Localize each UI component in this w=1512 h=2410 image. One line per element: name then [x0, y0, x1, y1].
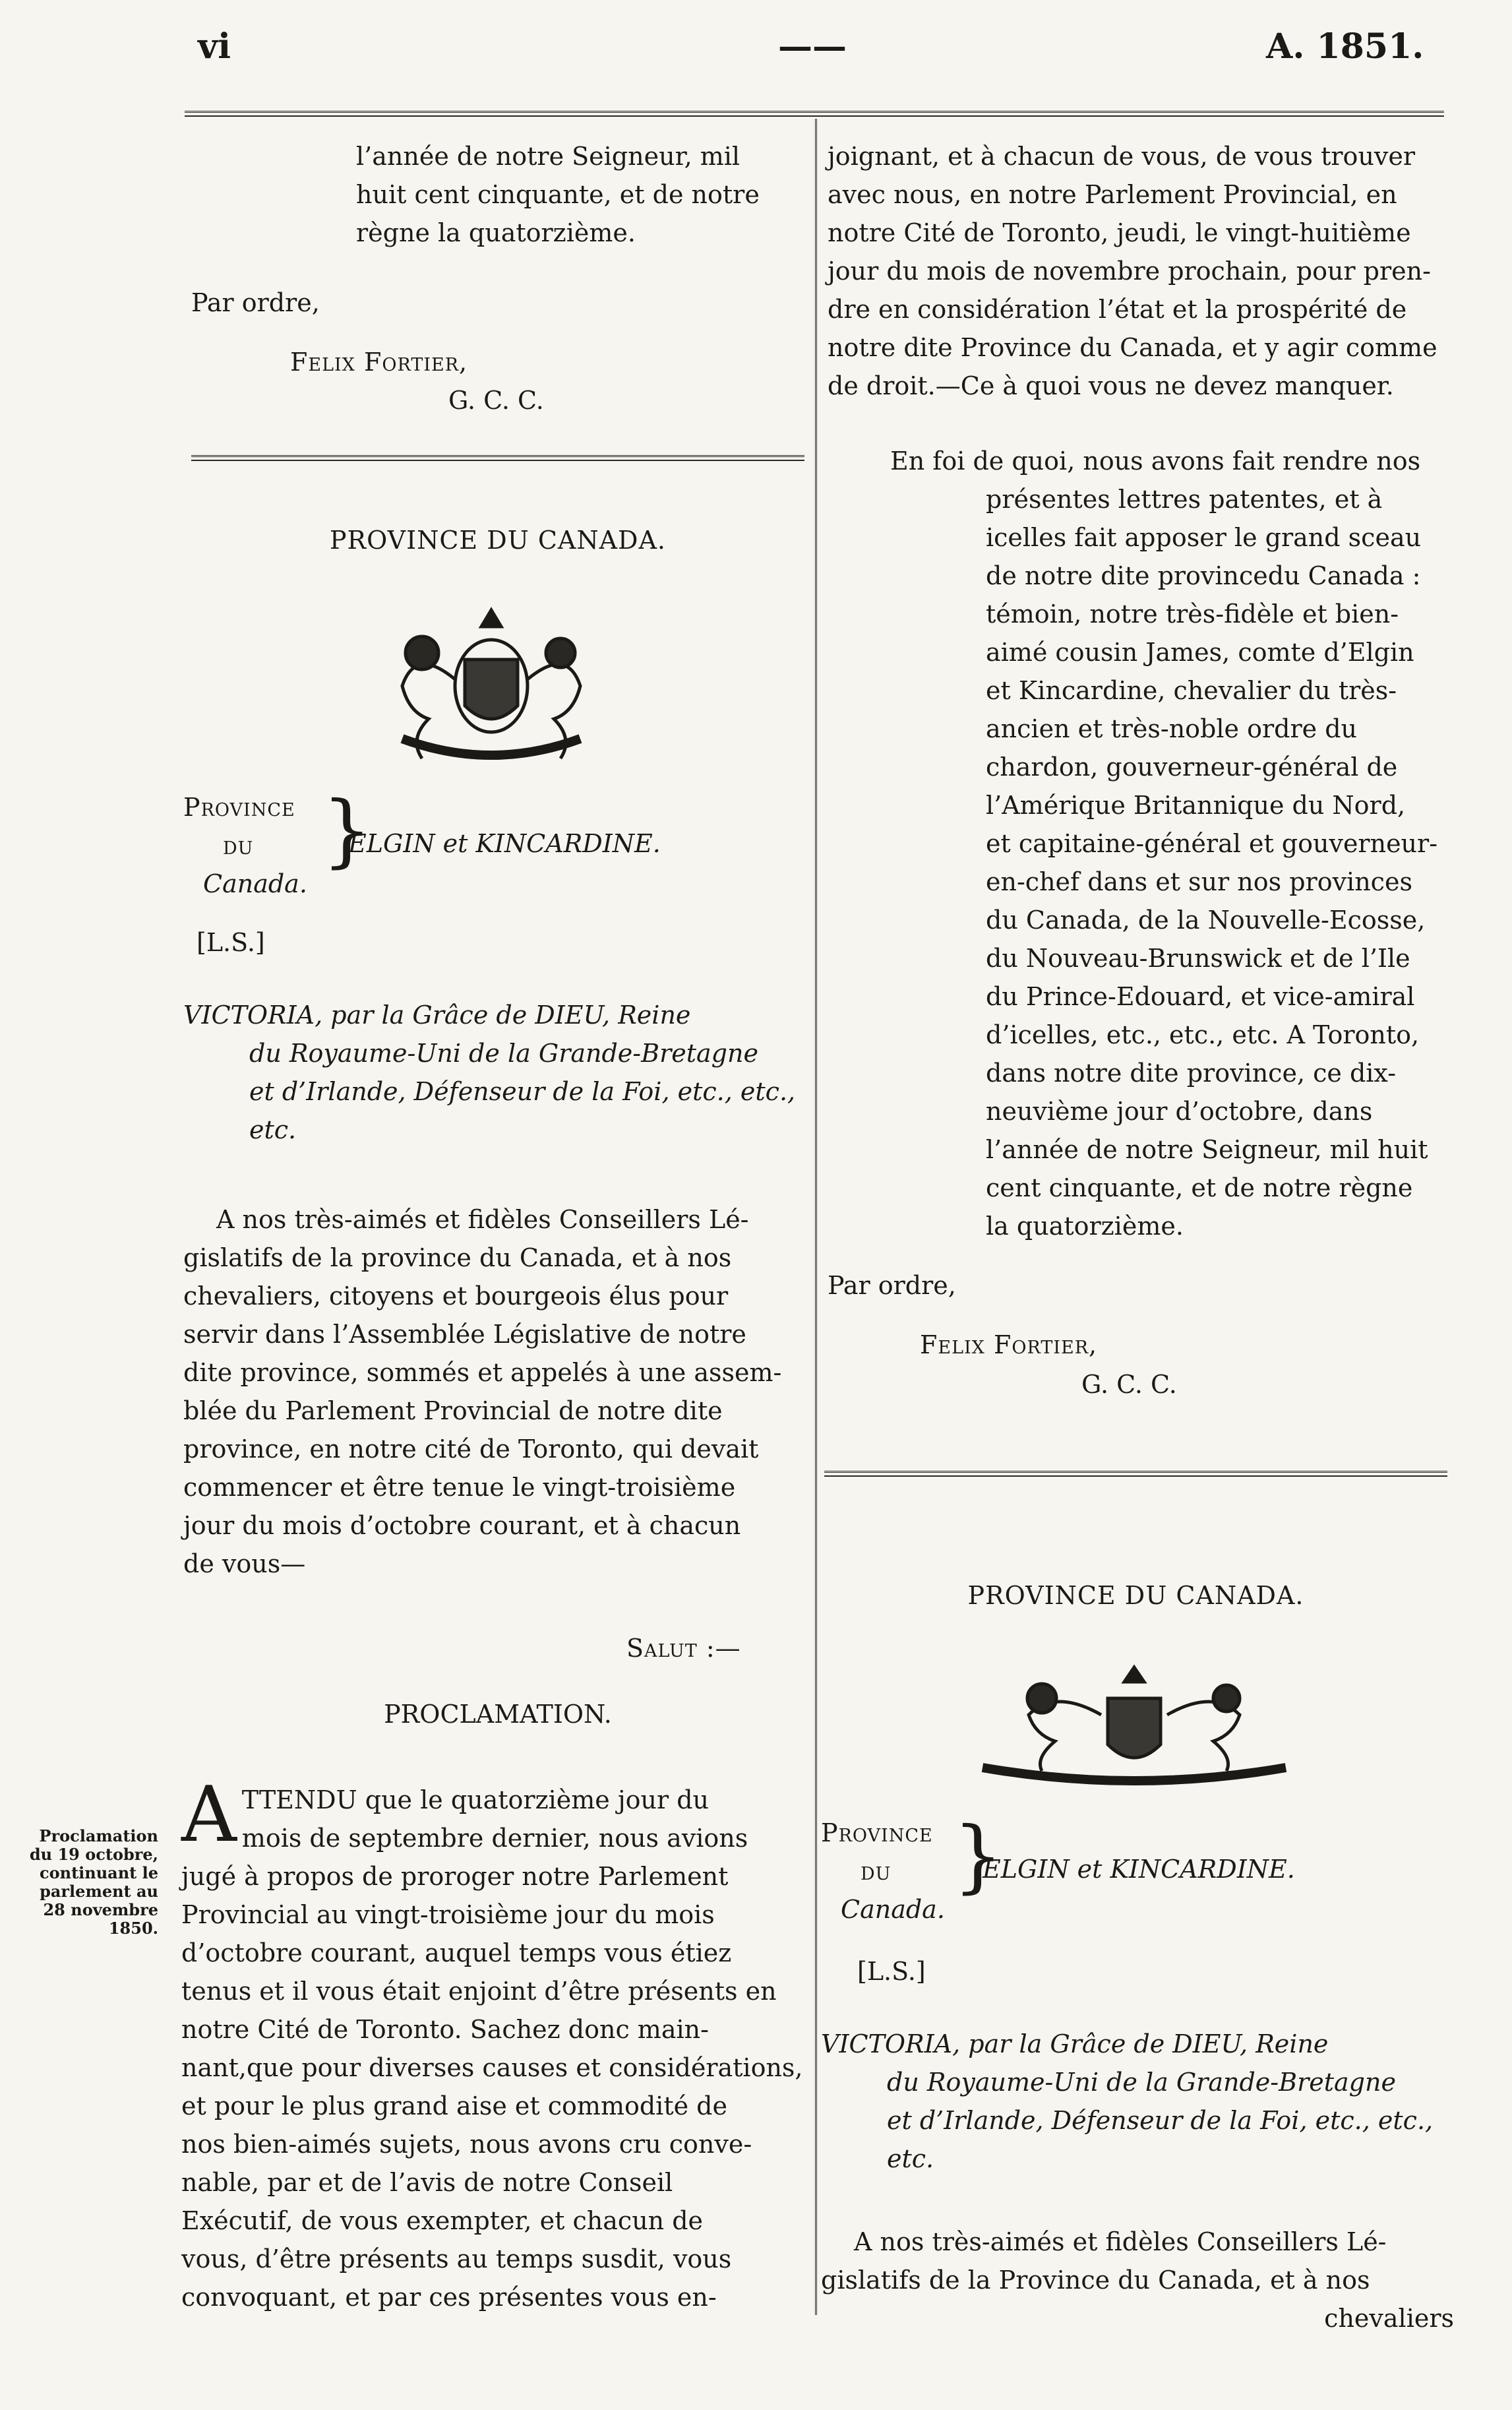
- column-divider: [815, 119, 817, 2315]
- right-governors: ELGIN et KINCARDINE.: [983, 1855, 1295, 1884]
- text-line: parlement au: [40, 1882, 158, 1901]
- text-line: Canada.: [203, 869, 307, 898]
- text-line: chevaliers, citoyens et bourgeois élus pour: [183, 1282, 729, 1311]
- text-line: notre Cité de Toronto, jeudi, le vingt-huitième: [828, 218, 1411, 247]
- text-line: VICTORIA, par la Grâce de DIEU, Reine: [821, 2029, 1329, 2058]
- text-line: gislatifs de la province du Canada, et à nos: [183, 1243, 732, 1272]
- right-section-rule: [824, 1471, 1447, 1477]
- text-line: jugé à propos de proroger notre Parlement: [181, 1862, 729, 1891]
- text-line: de notre dite provincedu Canada :: [986, 561, 1421, 590]
- text-line: et d’Irlande, Défenseur de la Foi, etc., etc.,: [887, 2106, 1434, 2135]
- right-signer-title: G. C. C.: [1081, 1370, 1177, 1399]
- brace-icon: }: [322, 785, 373, 877]
- text-line: et pour le plus grand aise et commodité de: [181, 2091, 727, 2120]
- text-line: du: [861, 1857, 892, 1886]
- text-line: du Royaume-Uni de la Grande-Bretagne: [249, 1039, 758, 1068]
- text-line: du Royaume-Uni de la Grande-Bretagne: [887, 2068, 1396, 2097]
- left-seal: [L.S.]: [197, 928, 265, 957]
- text-line: Proclamation: [39, 1826, 158, 1845]
- left-address: [183, 1200, 810, 1583]
- text-line: province, en notre cité de Toronto, qui devait: [183, 1435, 759, 1464]
- left-victoria: [183, 996, 810, 1149]
- text-line: l’Amérique Britannique du Nord,: [986, 791, 1406, 820]
- text-line: Exécutif, de vous exempter, et chacun de: [181, 2206, 704, 2235]
- left-section-rule: [191, 455, 804, 461]
- left-proclamation-heading: PROCLAMATION.: [384, 1700, 612, 1729]
- text-line: A nos très-aimés et fidèles Conseillers Lé-: [216, 1205, 749, 1234]
- text-line: nant,que pour diverses causes et considérations,: [181, 2053, 803, 2082]
- text-line: neuvième jour d’octobre, dans: [986, 1097, 1373, 1126]
- text-line: joignant, et à chacun de vous, de vous trouver: [828, 142, 1416, 171]
- text-line: du: [223, 831, 254, 860]
- text-line: chevaliers: [1324, 2304, 1454, 2333]
- text-line: d’icelles, etc., etc., etc. A Toronto,: [986, 1020, 1420, 1049]
- text-line: de droit.—Ce à quoi vous ne devez manquer.: [828, 371, 1394, 400]
- header-year: A. 1851.: [1266, 26, 1424, 67]
- text-line: jour du mois d’octobre courant, et à chacun: [183, 1511, 741, 1540]
- left-province-heading: PROVINCE DU CANADA.: [329, 526, 667, 555]
- text-line: servir dans l’Assemblée Législative de notre: [183, 1320, 746, 1349]
- text-line: présentes lettres patentes, et à: [986, 485, 1383, 514]
- text-line: avec nous, en notre Parlement Provincial, en: [828, 180, 1397, 209]
- text-line: tenus et il vous était enjoint d’être présents en: [181, 1977, 777, 2006]
- text-line: la quatorzième.: [986, 1212, 1184, 1241]
- text-line: aimé cousin James, comte d’Elgin: [986, 638, 1414, 667]
- text-line: Province: [821, 1818, 933, 1847]
- text-line: blée du Parlement Provincial de notre dite: [183, 1396, 723, 1425]
- text-line: du 19 octobre,: [29, 1845, 158, 1864]
- text-line: mois de septembre dernier, nous avions: [241, 1824, 748, 1853]
- text-line: règne la quatorzième.: [356, 218, 636, 247]
- text-line: etc.: [249, 1115, 297, 1144]
- right-seal: [L.S.]: [857, 1957, 926, 1986]
- left-proclamation-body: [181, 1770, 808, 2316]
- text-line: et Kincardine, chevalier du très-: [986, 676, 1397, 705]
- right-victoria: [821, 2025, 1454, 2178]
- text-line: dre en considération l’état et la prospérité de: [828, 295, 1407, 324]
- left-par-ordre: Par ordre,: [191, 288, 320, 317]
- left-governors: ELGIN et KINCARDINE.: [348, 829, 661, 858]
- header-dash: ——: [778, 26, 847, 67]
- text-line: et d’Irlande, Défenseur de la Foi, etc., etc.,: [249, 1077, 796, 1106]
- text-line: témoin, notre très-fidèle et bien-: [986, 600, 1399, 629]
- royal-coat-of-arms-icon: [382, 600, 600, 772]
- right-par-ordre: Par ordre,: [828, 1271, 956, 1300]
- text-line: A nos très-aimés et fidèles Conseillers Lé-: [854, 2227, 1387, 2256]
- text-line: d’octobre courant, auquel temps vous étiez: [181, 1938, 732, 1967]
- page-number: vi: [198, 26, 231, 67]
- right-signer-name: Felix Fortier,: [920, 1330, 1098, 1359]
- text-line: huit cent cinquante, et de notre: [356, 180, 760, 209]
- text-line: dite province, sommés et appelés à une assem-: [183, 1358, 782, 1387]
- text-line: chardon, gouverneur-général de: [986, 753, 1398, 782]
- text-line: 1850.: [108, 1919, 158, 1938]
- text-line: gislatifs de la Province du Canada, et à nos: [821, 2266, 1370, 2295]
- text-line: nable, par et de l’avis de notre Conseil: [181, 2168, 673, 2197]
- text-line: vous, d’être présents au temps susdit, vous: [181, 2244, 732, 2273]
- text-line: en-chef dans et sur nos provinces: [986, 867, 1412, 896]
- text-line: cent cinquante, et de notre règne: [986, 1173, 1413, 1202]
- text-line: l’année de notre Seigneur, mil: [356, 142, 741, 171]
- right-province-heading: PROVINCE DU CANADA.: [967, 1581, 1304, 1610]
- right-top-lines: [828, 137, 1454, 405]
- left-signer-name: Felix Fortier,: [290, 348, 468, 377]
- text-line: de vous—: [183, 1549, 306, 1578]
- text-line: et capitaine-général et gouverneur-: [986, 829, 1438, 858]
- text-line: Canada.: [841, 1895, 945, 1924]
- text-line: ancien et très-noble ordre du: [986, 714, 1358, 743]
- text-line: du Canada, de la Nouvelle-Ecosse,: [986, 906, 1426, 935]
- margin-note: [26, 1827, 158, 1938]
- text-line: notre dite Province du Canada, et y agir comme: [828, 333, 1437, 362]
- left-salut: Salut :—: [626, 1634, 741, 1663]
- text-line: nos bien-aimés sujets, nous avons cru conve-: [181, 2130, 752, 2159]
- text-line: du Prince-Edouard, et vice-amiral: [986, 982, 1415, 1011]
- text-line: dans notre dite province, ce dix-: [986, 1059, 1397, 1088]
- text-line: jour du mois de novembre prochain, pour pren-: [828, 257, 1431, 286]
- text-line: notre Cité de Toronto. Sachez donc main-: [181, 2015, 709, 2044]
- text-line: 28 novembre: [43, 1900, 158, 1919]
- text-line: du Nouveau-Brunswick et de l’Ile: [986, 944, 1410, 973]
- text-line: l’année de notre Seigneur, mil huit: [986, 1135, 1428, 1164]
- text-line: commencer et être tenue le vingt-troisième: [183, 1473, 736, 1502]
- text-line: etc.: [887, 2144, 934, 2173]
- left-signer-title: G. C. C.: [448, 386, 544, 415]
- royal-coat-of-arms-icon: [969, 1662, 1299, 1787]
- left-top-lines: [356, 137, 811, 252]
- right-en-foi: [986, 480, 1454, 1245]
- text-line: TTENDU que le quatorzième jour du: [241, 1785, 710, 1814]
- brace-icon: }: [953, 1810, 1004, 1902]
- text-line: icelles fait apposer le grand sceau: [986, 523, 1422, 552]
- text-line: VICTORIA, par la Grâce de DIEU, Reine: [183, 1001, 691, 1030]
- text-line: Province: [183, 793, 295, 822]
- text-line: Provincial au vingt-troisième jour du mois: [181, 1900, 715, 1929]
- text-line: continuant le: [40, 1863, 158, 1882]
- right-address: [821, 2223, 1454, 2337]
- drop-cap: A: [181, 1770, 237, 1859]
- text-line: convoquant, et par ces présentes vous en-: [181, 2283, 717, 2312]
- header-rule: [185, 111, 1444, 117]
- right-en-foi-first: En foi de quoi, nous avons fait rendre nos: [890, 447, 1421, 476]
